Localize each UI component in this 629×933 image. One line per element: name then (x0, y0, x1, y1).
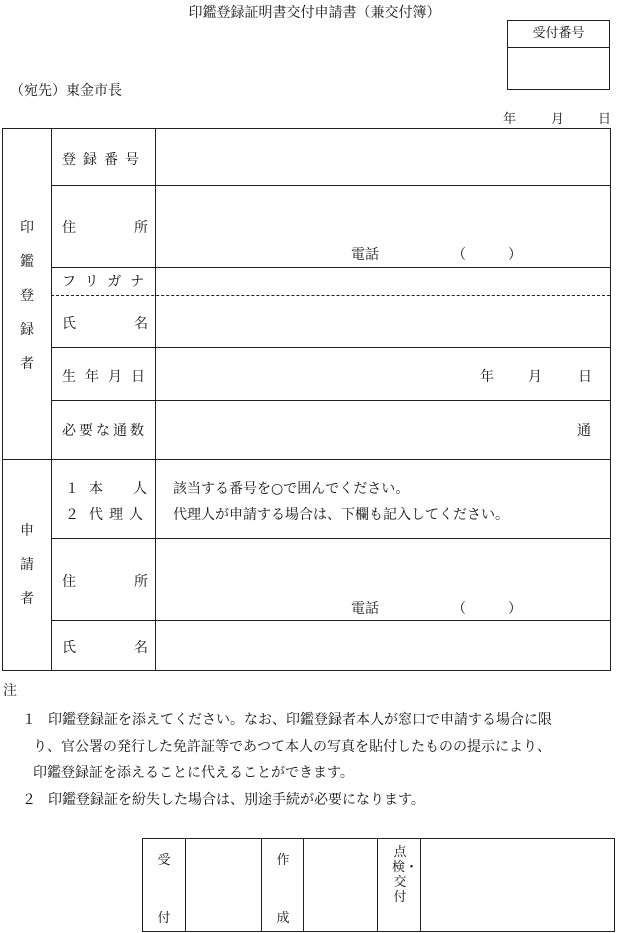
inspect-label-cell (377, 839, 421, 931)
furigana-field[interactable] (157, 268, 609, 294)
receipt-number-header: 受付番号 (508, 21, 609, 48)
option1-note: 該当する番号を○で囲んでください。 (173, 481, 410, 497)
note-1-number: １ (22, 712, 36, 728)
note-2-number: ２ (22, 792, 36, 808)
copies-label: 必要な通数 (62, 423, 147, 439)
application-table (2, 128, 611, 671)
option1-number: １ (65, 481, 79, 497)
notes-heading: 注 (3, 683, 17, 699)
birthdate-label: 生年月日 (62, 369, 154, 385)
date-day-label: 日 (598, 112, 612, 127)
receipt-stamp-label-bottom: 付 (157, 911, 171, 926)
furigana-label: フリガナ (62, 274, 154, 290)
applicant-name-field[interactable] (157, 621, 609, 669)
option1-label[interactable]: 本 人 (89, 481, 147, 497)
applicant-name-label: 氏 名 (62, 640, 148, 656)
registrant-address-label: 住 所 (62, 220, 148, 236)
copies-field[interactable] (157, 401, 609, 458)
registrant-phone-open: （ (452, 247, 466, 263)
registrant-section-label: 印 鑑 登 録 者 (20, 220, 34, 372)
receipt-number-box (507, 20, 610, 90)
inspect-stamp-cell[interactable] (420, 839, 615, 931)
option2-number: ２ (65, 507, 79, 523)
birth-month-label: 月 (528, 369, 542, 385)
registration-number-label: 登録番号 (62, 152, 146, 168)
page-title: 印鑑登録証明書交付申請書（兼交付簿） (188, 5, 441, 21)
inspect-stamp-label: 点検・交付 (392, 845, 419, 905)
section-line (3, 459, 610, 460)
registrant-phone-close: ） (508, 247, 522, 263)
registration-number-field[interactable] (157, 130, 609, 184)
created-stamp-label-top: 作 (276, 853, 290, 868)
registrant-phone-label: 電話 (351, 247, 379, 263)
copies-unit: 通 (577, 423, 591, 439)
applicant-phone-label: 電話 (351, 601, 379, 617)
option2-label[interactable]: 代理人 (89, 507, 149, 523)
birth-year-label: 年 (480, 369, 494, 385)
applicant-phone-open: （ (452, 601, 466, 617)
receipt-number-field[interactable] (508, 48, 609, 90)
applicant-address-field[interactable] (157, 539, 609, 619)
birth-day-label: 日 (578, 369, 592, 385)
option2-note: 代理人が申請する場合は、下欄も記入してください。 (173, 507, 509, 523)
note-2-line-1: 印鑑登録証を紛失した場合は、別途手続が必要になります。 (48, 792, 425, 808)
date-year-label: 年 (503, 112, 517, 127)
applicant-section-label: 申 請 者 (20, 523, 34, 607)
created-label-cell (261, 839, 304, 931)
registrant-name-field[interactable] (157, 296, 609, 346)
applicant-phone-close: ） (508, 601, 522, 617)
applicant-address-label: 住 所 (62, 574, 148, 590)
office-use-box (142, 838, 615, 932)
note-1-line-2: り、官公署の発行した免許証等であつて本人の写真を貼付したものの提示により、 (33, 739, 551, 755)
receipt-stamp-label-top: 受 (157, 853, 171, 868)
date-month-label: 月 (551, 112, 565, 127)
note-1-line-3: 印鑑登録証を添えることに代えることができます。 (33, 765, 354, 781)
created-stamp-cell[interactable] (303, 839, 378, 931)
created-stamp-label-bottom: 成 (276, 911, 290, 926)
receipt-stamp-cell[interactable] (185, 839, 262, 931)
registrant-address-field[interactable] (157, 186, 609, 266)
addressee: （宛先）東金市長 (10, 83, 122, 99)
note-1-line-1: 印鑑登録証を添えてください。なお、印鑑登録者本人が窓口で申請する場合に限 (48, 712, 552, 728)
registrant-name-label: 氏 名 (62, 316, 148, 332)
